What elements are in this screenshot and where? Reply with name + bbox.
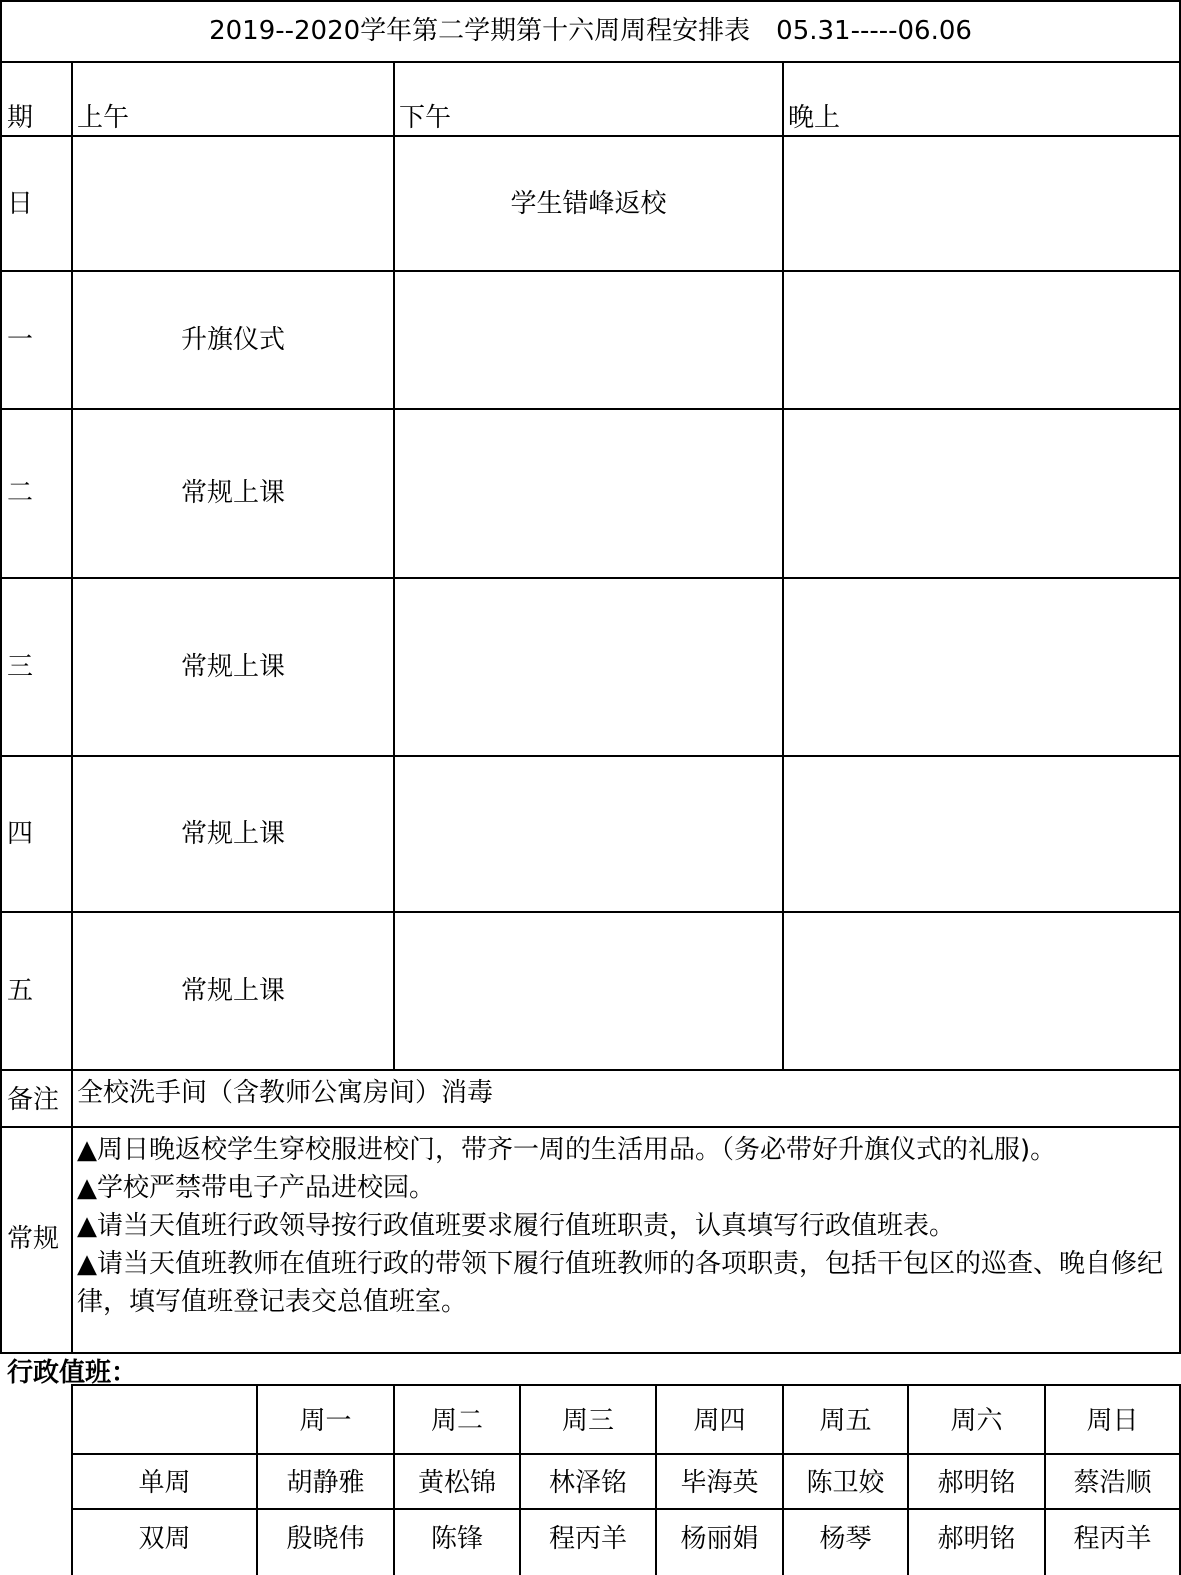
day-label: 五 (7, 976, 34, 1006)
routine-note: ▲请当天值班行政领导按行政值班要求履行值班职责，认真填写行政值班表。 (77, 1211, 955, 1241)
duty-week-label: 单周 (138, 1468, 191, 1498)
routine-label: 常规 (7, 1224, 60, 1254)
duty-name-cell: 程丙羊 (548, 1524, 627, 1554)
row-divider (0, 577, 1181, 579)
remarks-text: 全校洗手间（含教师公寓房间）消毒 (77, 1078, 494, 1108)
duty-name-cell: 林泽铭 (548, 1468, 627, 1498)
duty-name-cell: 蔡浩顺 (1073, 1468, 1152, 1498)
duty-row-divider (71, 1453, 1181, 1455)
routine-note: ▲学校严禁带电子产品进校园。 (77, 1173, 435, 1203)
duty-name-cell: 杨琴 (819, 1524, 872, 1554)
row-divider (0, 1069, 1181, 1071)
row-divider (0, 61, 1181, 63)
duty-section-title: 行政值班： (7, 1358, 138, 1388)
duty-day-header: 周五 (819, 1406, 872, 1436)
duty-day-header: 周一 (299, 1406, 352, 1436)
day-label: 四 (7, 819, 34, 849)
routine-notes (77, 1131, 1173, 1321)
routine-note: ▲周日晚返校学生穿校服进校门，带齐一周的生活用品。（务必带好升旗仪式的礼服)。 (77, 1135, 1057, 1165)
row-divider (0, 911, 1181, 913)
day-label: 一 (7, 325, 34, 355)
day-label: 二 (7, 478, 34, 508)
header-evening: 晚上 (788, 103, 841, 133)
row-divider (0, 408, 1181, 410)
duty-name-cell: 殷晓伟 (286, 1524, 365, 1554)
duty-name-cell: 胡静雅 (286, 1468, 365, 1498)
duty-name-cell: 毕海英 (680, 1468, 759, 1498)
duty-name-cell: 程丙羊 (1073, 1524, 1152, 1554)
row-divider (0, 135, 1181, 137)
duty-day-header: 周六 (950, 1406, 1003, 1436)
col-divider (782, 61, 784, 1070)
header-day: 期 (7, 103, 34, 133)
duty-name-cell: 郝明铭 (937, 1524, 1016, 1554)
duty-day-header: 周二 (430, 1406, 483, 1436)
row-divider (0, 1126, 1181, 1128)
morning-cell: 常规上课 (180, 976, 285, 1006)
row-divider (0, 755, 1181, 757)
duty-name-cell: 陈卫姣 (806, 1468, 885, 1498)
duty-week-label: 双周 (138, 1524, 191, 1554)
duty-name-cell: 陈锋 (430, 1524, 483, 1554)
page-title: 2019--2020学年第二学期第十六周周程安排表 05.31-----06.06 (209, 16, 972, 46)
morning-cell: 常规上课 (180, 478, 285, 508)
remarks-label: 备注 (7, 1085, 60, 1115)
duty-name-cell: 郝明铭 (937, 1468, 1016, 1498)
duty-name-cell: 杨丽娟 (680, 1524, 759, 1554)
morning-cell: 常规上课 (180, 819, 285, 849)
morning-cell: 升旗仪式 (180, 325, 285, 355)
day-label: 日 (7, 189, 34, 219)
duty-day-header: 周日 (1086, 1406, 1139, 1436)
duty-day-header: 周三 (561, 1406, 614, 1436)
col-divider (71, 61, 73, 1354)
header-morning: 上午 (77, 103, 130, 133)
duty-row-divider (71, 1508, 1181, 1510)
day-label: 三 (7, 652, 34, 682)
header-afternoon: 下午 (399, 103, 452, 133)
duty-name-cell: 黄松锦 (417, 1468, 496, 1498)
afternoon-cell: 学生错峰返校 (510, 189, 667, 219)
row-divider (0, 270, 1181, 272)
morning-cell: 常规上课 (180, 652, 285, 682)
duty-day-header: 周四 (693, 1406, 746, 1436)
routine-note: ▲请当天值班教师在值班行政的带领下履行值班教师的各项职责，包括干包区的巡查、晚自修纪律，填写值班登记表交总值班室。 (77, 1249, 1163, 1317)
